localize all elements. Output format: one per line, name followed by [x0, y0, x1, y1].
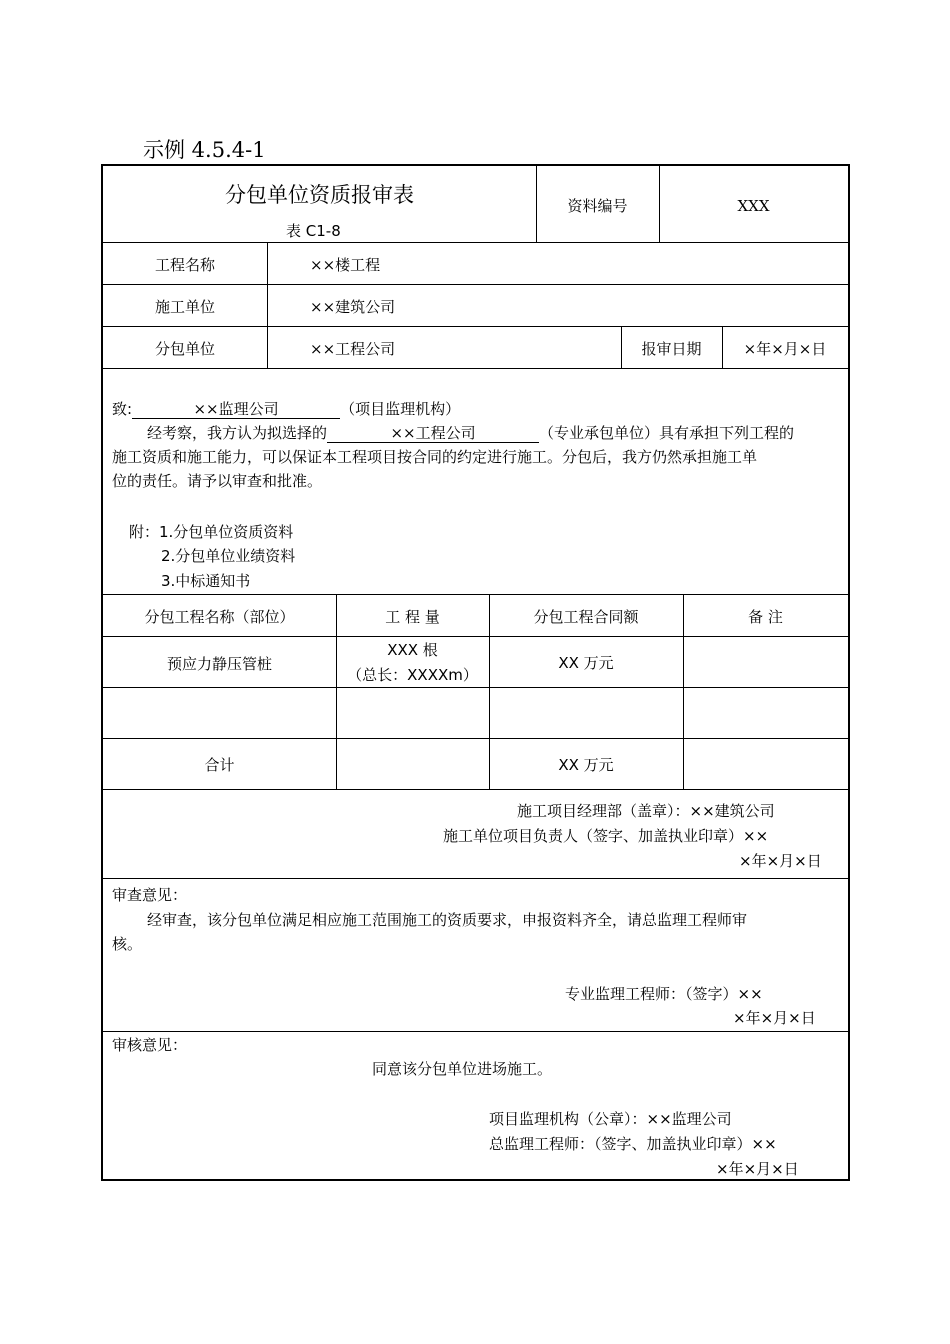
audit-label: 审核意见：: [112, 1036, 188, 1054]
letter-body-line3: 位的责任。请予以审查和批准。: [112, 472, 323, 490]
table-cell-name: 预应力静压管桩: [166, 655, 272, 673]
review-text-line2: 核。: [112, 935, 143, 953]
project-name: ××楼工程: [310, 256, 381, 274]
attachment-item: 3.中标通知书: [161, 572, 251, 590]
doc-no-label: 资料编号: [567, 197, 628, 215]
divider: [103, 368, 848, 369]
review-date: ×年×月×日: [733, 1009, 816, 1027]
table-cell-quantity-detail: （总长：XXXXm）: [347, 666, 478, 684]
table-header-note: 备 注: [748, 608, 783, 626]
form-code: 表 C1-8: [286, 222, 341, 240]
review-label: 审查意见：: [112, 886, 188, 904]
divider: [103, 326, 848, 327]
table-header-amount: 分包工程合同额: [533, 608, 639, 626]
audit-date: ×年×月×日: [716, 1160, 799, 1178]
divider: [103, 594, 848, 595]
table-cell-quantity: XXX 根: [387, 641, 438, 659]
attachment-item: 附：1.分包单位资质资料: [129, 523, 294, 541]
contractor-name: ××建筑公司: [310, 298, 396, 316]
divider: [103, 738, 848, 739]
divider: [103, 636, 848, 637]
audit-chief-sign: 总监理工程师：（签字、加盖执业印章）××: [489, 1135, 777, 1153]
letter-to-suffix: （项目监理机构）: [340, 400, 461, 418]
letter-body-line2: 施工资质和施工能力，可以保证本工程项目按合同的约定进行施工。分包后，我方仍然承担施工单: [112, 448, 758, 466]
divider: [103, 1031, 848, 1032]
attachment-item: 2.分包单位业绩资料: [161, 547, 296, 565]
divider: [103, 878, 848, 879]
form-frame: [101, 164, 850, 1181]
review-engineer-sign: 专业监理工程师：（签字）××: [565, 985, 763, 1003]
letter-body-prefix: 经考察，我方认为拟选择的: [147, 424, 328, 442]
project-name-label: 工程名称: [154, 256, 215, 274]
audit-text: 同意该分包单位进场施工。: [372, 1060, 553, 1078]
audit-org-stamp: 项目监理机构（公章）：××监理公司: [489, 1110, 732, 1128]
table-header-name: 分包工程名称（部位）: [144, 608, 295, 626]
divider: [103, 284, 848, 285]
doc-no-value: XXX: [737, 197, 770, 215]
letter-to: [112, 399, 460, 419]
table-total-amount: XX 万元: [558, 756, 614, 774]
contractor-leader-sign: 施工单位项目负责人（签字、加盖执业印章）××: [443, 827, 769, 845]
table-header-quantity: 工 程 量: [385, 608, 440, 626]
contractor-dept-stamp: 施工项目经理部（盖章）：××建筑公司: [517, 802, 775, 820]
letter-to-prefix: 致:: [112, 400, 133, 418]
letter-body-line1: [147, 423, 794, 443]
subcontractor-label: 分包单位: [154, 340, 215, 358]
contractor-label: 施工单位: [154, 298, 215, 316]
divider: [103, 687, 848, 688]
example-label: 示例 4.5.4-1: [143, 138, 266, 162]
contractor-sign-date: ×年×月×日: [739, 852, 822, 870]
form-title: 分包单位资质报审表: [225, 183, 414, 207]
subcontractor-name: ××工程公司: [310, 340, 396, 358]
letter-body-value: ××工程公司: [327, 424, 539, 443]
date-label: 报审日期: [641, 340, 702, 358]
divider: [267, 242, 268, 368]
divider: [103, 789, 848, 790]
table-cell-amount: XX 万元: [558, 654, 614, 672]
table-total-label: 合计: [204, 756, 235, 774]
letter-body-suffix: （专业承包单位）具有承担下列工程的: [539, 424, 795, 442]
report-date: ×年×月×日: [743, 340, 827, 358]
letter-to-value: ××监理公司: [132, 400, 340, 419]
divider: [103, 242, 848, 243]
review-text-line1: 经审查，该分包单位满足相应施工范围施工的资质要求，申报资料齐全，请总监理工程师审: [147, 911, 748, 929]
